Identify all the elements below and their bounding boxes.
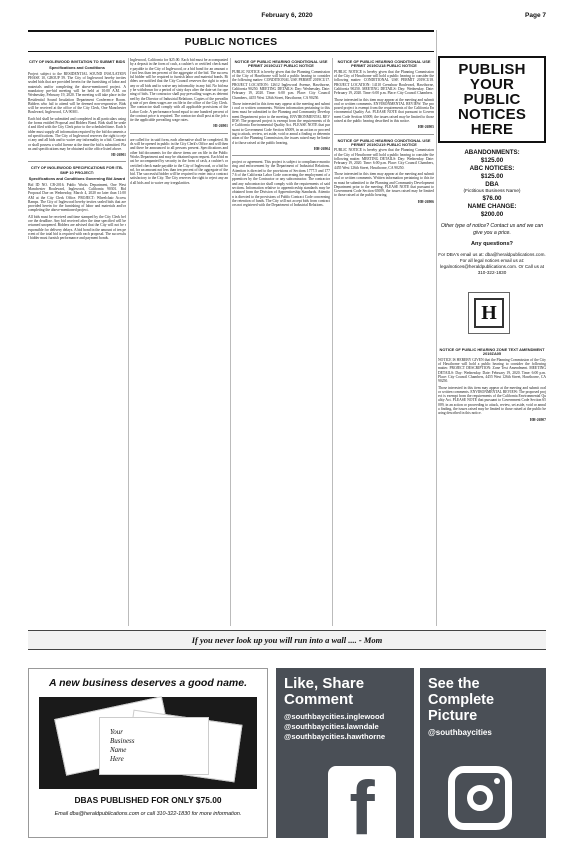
facebook-handle-hawthorne[interactable]: @southbaycities.hawthorne xyxy=(284,732,386,741)
promo-note: Other type of notice? Contact us and we can give you a price. xyxy=(440,223,544,236)
notice-column-2: Inglewood, California for $25.00. Each bid must be accompanied by a deposit in the form of cash, a cashier's or certified check made payable to the City of Inglewood, or a bid bond for an amount of not less than ten percent of the aggregate of the bid. The successful bidder will be required to furnish labor and material bonds. Bidders are notified that the City Council reserves the right to reject any or all bids and to waive any informality in any bid. No bid may be withdrawn for a period of sixty days after the date set for opening of bids. The contractor shall pay prevailing wages as determined by the Director of Industrial Relations. Copies of the prevailing rate of per diem wages are on file in the office of the City Clerk. The contractor shall comply with all applicable provisions of the Labor Code. A performance bond equal to one hundred percent of the contract price is required. The contractor shall post at the job site the applicable prevailing wage rates. HI-26901 are called for in said form, each alternative shall be completed. Bids will be opened in public in the City Clerk's Office and will then and there be announced to all persons present. Specifications and other bid documents for the above items are on file in the Public Works Department and may be obtained upon request. Each bid must be accompanied by security in the form of cash, a cashier's or certified check made payable to the City of Inglewood, or a bid bond, for an amount not less than ten percent of the aggregate of the bid. The successful bidder will be required to enter into a contract satisfactory to the City. The City reserves the right to reject any and all bids and to waive any irregularities. xyxy=(130,58,228,185)
notice-subtitle: Specifications and Conditions Governing Bid Award xyxy=(28,176,126,182)
notice-column-1: CITY OF INGLEWOOD INVITATION TO SUBMIT BIDS Specifications and Conditions Project subject to the RESIDENTIAL SOUND INSULATION PHASE 10, GROUP 59. The City of Inglewood hereby invites sealed bids that are provided herein for the furnishing of labor and materials and/or completing the above-mentioned project. A mandatory pre-bid meeting will be held at 10:00 A.M. on Wednesday, February 19, 2020. The meeting will take place in the Residential Sound Insulation Department Conference Room. Bidders who fail to attend will be deemed non-responsive. Bids will be received at the office of the City Clerk, One Manchester Boulevard, Inglewood, CA 90301. Each bid shall be submitted and completed in all particulars using the forms entitled Proposal and Bidders Bond. Bids shall be sealed and filed with the City Clerk prior to the scheduled time. Each bidder must supply all information required by the bid documents and specifications. The City of Inglewood reserves the right to reject any and all bids and to waive any informality in a bid. Contractor shall possess a valid license at the time the bid is submitted. Plans and specifications may be obtained at the office listed above. HI-26901 CITY OF INGLEWOOD SPECIFICATIONS FOR ITB-SMP 10 PROJECT: Specifications and Conditions Governing Bid Award Bid ID NO. CB-2016. Public Works Department, One West Manchester Boulevard, Inglewood, California 90301. Bid Proposal Due on Wednesday, March 4, 2020 no later than 11:00 AM at the City Clerk Office. PROJECT: Wheelchair Access Ramps. The City of Inglewood hereby invites sealed bids that are provided herein for the furnishing of labor and materials and/or completing the above-mentioned project. All bids must be received and time stamped by the City Clerk before the deadline. Any bid received after the time specified will be returned unopened. Bidders are advised that the City will not be responsible for delivery delays. A bid bond in the amount of ten percent of the total bid is required with each proposal. The successful bidder must furnish performance and payment bonds. xyxy=(28,59,126,241)
notice-title: CITY OF INGLEWOOD INVITATION TO SUBMIT BIDS xyxy=(28,59,126,64)
dba-advert-headline: A new business deserves a good name. xyxy=(48,677,247,689)
dba-sub: (Fictitious Business Name) xyxy=(463,189,521,194)
notice-body: PUBLIC NOTICE is hereby given that the Planning Commission of the City of Hawthorne will hold a public hearing to consider the following matter. MEETING DETAILS: Day: Wednesday. Date: February 19, 2020. Time: 6:00 p.m. Place: City Council Chambers, 4455 West 126th Street, Hawthorne, CA 90250. xyxy=(334,148,434,170)
business-cards-image xyxy=(39,697,257,789)
publish-notices-promo xyxy=(438,56,546,276)
notice-title: NOTICE OF PUBLIC HEARING CONDITIONAL USE PERMIT 2019CU19 PUBLIC NOTICE xyxy=(337,137,431,148)
abc-price: $125.00 xyxy=(480,173,504,180)
issue-date: February 6, 2020 xyxy=(261,12,313,19)
facebook-advert[interactable] xyxy=(276,668,414,838)
notice-body: PUBLIC NOTICE is hereby given that the Planning Commission of the City of Hawthorne will hold a public hearing to consider the following matter: CONDITIONAL USE PERMIT 2019CU18. PROJECT LOCATION: 14110 Crenshaw Boulevard, Hawthorne, California 90250. MEETING DETAILS: Day: Wednesday. Date: February 19, 2020. Time: 6:00 p.m. Place: City Council Chambers. xyxy=(334,69,434,96)
name-change-label: NAME CHANGE: xyxy=(467,203,517,210)
business-card: Your Business Name Here xyxy=(99,717,209,775)
dba-price: $76.00 xyxy=(482,195,502,202)
promo-questions: Any questions? xyxy=(471,241,513,247)
instagram-advert-headline: See the Complete Picture xyxy=(428,676,495,724)
dba-contact-line: Email dba@heraldpublications.com or call 310-322-1830 for more information. xyxy=(54,811,242,817)
publish-headline: PUBLISH YOUR PUBLIC NOTICES HERE xyxy=(438,56,546,143)
page-number: Page 7 xyxy=(525,12,546,19)
notice-title: CITY OF INGLEWOOD SPECIFICATIONS FOR ITB-SMP 10 PROJECT: xyxy=(30,165,124,175)
abc-label: ABC NOTICES: xyxy=(469,165,515,172)
section-title: PUBLIC NOTICES xyxy=(28,30,434,52)
page-header xyxy=(28,12,546,24)
dba-label: DBA xyxy=(485,181,499,188)
notice-body: PUBLIC NOTICE is hereby given that the Planning Commission of the City of Hawthorne will hold a public hearing to consider the following matter: CONDITIONAL USE PERMIT 2019CU17. PROJECT LOCATION: 12612 Inglewood Avenue, Hawthorne, California 90250. MEETING DETAILS: Day: Wednesday. Date: February 19, 2020. Time: 6:00 p.m. Place: City Council Chambers, 4455 West 126th Street, Hawthorne, CA 90250. xyxy=(232,69,330,100)
facebook-handle-lawndale[interactable]: @southbaycities.lawndale xyxy=(284,722,379,731)
promo-contact: For DBA's email us at: dba@heraldpublications.com. For all legal notices email us at: legalnotices@heraldpublications.com. Or Call us at 310-322-1830 xyxy=(438,252,546,275)
quote-banner: If you never look up you will run into a wall .... - Mom xyxy=(28,630,546,650)
facebook-advert-headline: Like, Share Comment xyxy=(284,675,365,708)
dba-price-line: DBAS PUBLISHED FOR ONLY $75.00 xyxy=(74,795,222,805)
notice-title: NOTICE OF PUBLIC HEARING CONDITIONAL USE PERMIT 2019CU17 PUBLIC NOTICE xyxy=(234,59,328,69)
notice-body: Bid ID NO. CB-2016. Public Works Department, One West Manchester Boulevard, Inglewood, California 90301. Bid Proposal Due on Wednesday, March 4, 2020 no later than 11:00 AM at the City Clerk Office. PROJECT: Wheelchair Access Ramps. The City of Inglewood hereby invites sealed bids that are provided herein for the furnishing of labor and materials and/or completing the above-mentioned project. xyxy=(28,182,126,213)
notice-body: Project subject to the RESIDENTIAL SOUND INSULATION PHASE 10, GROUP 59. The City of Inglewood hereby invites sealed bids that are provided herein for the furnishing of labor and materials and/or completing the above-mentioned project. A mandatory pre-bid meeting will be held at 10:00 A.M. on Wednesday, February 19, 2020. The meeting will take place in the Residential Sound Insulation Department Conference Room. Bidders who fail to attend will be deemed non-responsive. Bids will be received at the office of the City Clerk, One Manchester Boulevard, Inglewood, CA 90301. xyxy=(28,71,126,115)
notice-ref: HH-26905 xyxy=(417,125,434,130)
abandonments-price: $125.00 xyxy=(480,157,504,164)
herald-logo xyxy=(468,292,510,334)
notice-ref: HH-26906 xyxy=(417,199,434,204)
notice-ref: HH-26907 xyxy=(529,417,546,422)
instagram-icon xyxy=(448,766,512,830)
notice-title: NOTICE OF PUBLIC HEARING CONDITIONAL USE PERMIT 2019CU18 PUBLIC NOTICE xyxy=(337,59,431,69)
abandonments-label: ABANDONMENTS: xyxy=(464,149,520,156)
notice-column-3: NOTICE OF PUBLIC HEARING CONDITIONAL USE PERMIT 2019CU17 PUBLIC NOTICE PUBLIC NOTICE is hereby given that the Planning Commission of the City of Hawthorne will hold a public hearing to consider the following matter: CONDITIONAL USE PERMIT 2019CU17. PROJECT LOCATION: 12612 Inglewood Avenue, Hawthorne, California 90250. MEETING DETAILS: Day: Wednesday. Date: February 19, 2020. Time: 6:00 p.m. Place: City Council Chambers, 4455 West 126th Street, Hawthorne, CA 90250. Those interested in this item may appear at the meeting and submit oral or written comments. Written information pertaining to this item must be submitted to the Planning and Community Development Department prior to the meeting. ENVIRONMENTAL REVIEW: The proposed project is exempt from the requirements of the California Environmental Quality Act. PLEASE NOTE that pursuant to Government Code Section 65009, in an action or proceeding to attack, review, set aside, void or annul a finding or determination of the Planning Commission, the issues raised may be limited to those raised at the public hearing. HH-26904 project or agreement. This project is subject to compliance monitoring and enforcement by the Department of Industrial Relations. Attention is directed to the provisions of Sections 1777.5 and 1777.6 of the California Labor Code concerning the employment of apprentices by the Contractor or any subcontractor. The contractor and any subcontractor shall comply with the requirements of said sections. Information relative to apprenticeship standards may be obtained from the Division of Apprenticeship Standards. Attention is directed to the provisions of Public Contract Code concerning the retention of funds. The City will not accept bids from contractors not registered with the Department of Industrial Relations. xyxy=(232,59,330,208)
instagram-handle[interactable]: @southbaycities xyxy=(428,728,492,737)
rates-list xyxy=(438,149,546,219)
facebook-handle-inglewood[interactable]: @southbaycities.inglewood xyxy=(284,712,385,721)
notice-title: NOTICE OF PUBLIC HEARING ZONE TEXT AMENDMENT 2019ZA05 xyxy=(439,347,545,357)
name-change-price: $200.00 xyxy=(480,211,504,218)
dba-advert[interactable] xyxy=(28,668,268,838)
facebook-icon: f xyxy=(328,766,396,838)
herald-logo-icon: H xyxy=(474,298,504,328)
notice-body: NOTICE IS HEREBY GIVEN that the Planning Commission of the City of Hawthorne will hold a public hearing to consider the following matter. PROJECT DESCRIPTION: Zone Text Amendment. MEETING DETAILS: Day: Wednesday. Date: February 19, 2020. Time: 6:00 p.m. Place: City Council Chambers, 4455 West 126th Street, Hawthorne, CA 90250. xyxy=(438,357,546,384)
notice-subtitle: Specifications and Conditions xyxy=(49,65,105,71)
notice-ref: HI-26901 xyxy=(111,153,126,158)
notice-column-4: NOTICE OF PUBLIC HEARING CONDITIONAL USE PERMIT 2019CU18 PUBLIC NOTICE PUBLIC NOTICE is hereby given that the Planning Commission of the City of Hawthorne will hold a public hearing to consider the following matter: CONDITIONAL USE PERMIT 2019CU18. PROJECT LOCATION: 14110 Crenshaw Boulevard, Hawthorne, California 90250. MEETING DETAILS: Day: Wednesday. Date: February 19, 2020. Time: 6:00 p.m. Place: City Council Chambers. Those interested in this item may appear at the meeting and submit oral or written comments. ENVIRONMENTAL REVIEW: The proposed project is exempt from the requirements of the California Environmental Quality Act. PLEASE NOTE that pursuant to Government Code Section 65009, the issues raised may be limited to those raised at the public hearing described in this notice. HH-26905 NOTICE OF PUBLIC HEARING CONDITIONAL USE PERMIT 2019CU19 PUBLIC NOTICE PUBLIC NOTICE is hereby given that the Planning Commission of the City of Hawthorne will hold a public hearing to consider the following matter. MEETING DETAILS: Day: Wednesday. Date: February 19, 2020. Time: 6:00 p.m. Place: City Council Chambers, 4455 West 126th Street, Hawthorne, CA 90250. Those interested in this item may appear at the meeting and submit oral or written comments. Written information pertaining to this item must be submitted to the Planning and Community Development Department prior to the meeting. PLEASE NOTE that pursuant to Government Code Section 65009, the issues raised may be limited to those raised at the public hearing. HH-26906 xyxy=(334,59,434,204)
instagram-advert[interactable] xyxy=(420,668,546,838)
notice-column-5: NOTICE OF PUBLIC HEARING ZONE TEXT AMENDMENT 2019ZA05 NOTICE IS HEREBY GIVEN that the Planning Commission of the City of Hawthorne will hold a public hearing to consider the following matter. PROJECT DESCRIPTION: Zone Text Amendment. MEETING DETAILS: Day: Wednesday. Date: February 19, 2020. Time: 6:00 p.m. Place: City Council Chambers, 4455 West 126th Street, Hawthorne, CA 90250. Those interested in this item may appear at the meeting and submit oral or written comments. ENVIRONMENTAL REVIEW: The proposed project is exempt from the requirements of the California Environmental Quality Act. PLEASE NOTE that pursuant to Government Code Section 65009, in an action or proceeding to attack, review, set aside, void or annul a finding, the issues raised may be limited to those raised at the public hearing described in this notice. HH-26907 xyxy=(438,347,546,422)
notice-ref: HH-26904 xyxy=(313,146,330,151)
